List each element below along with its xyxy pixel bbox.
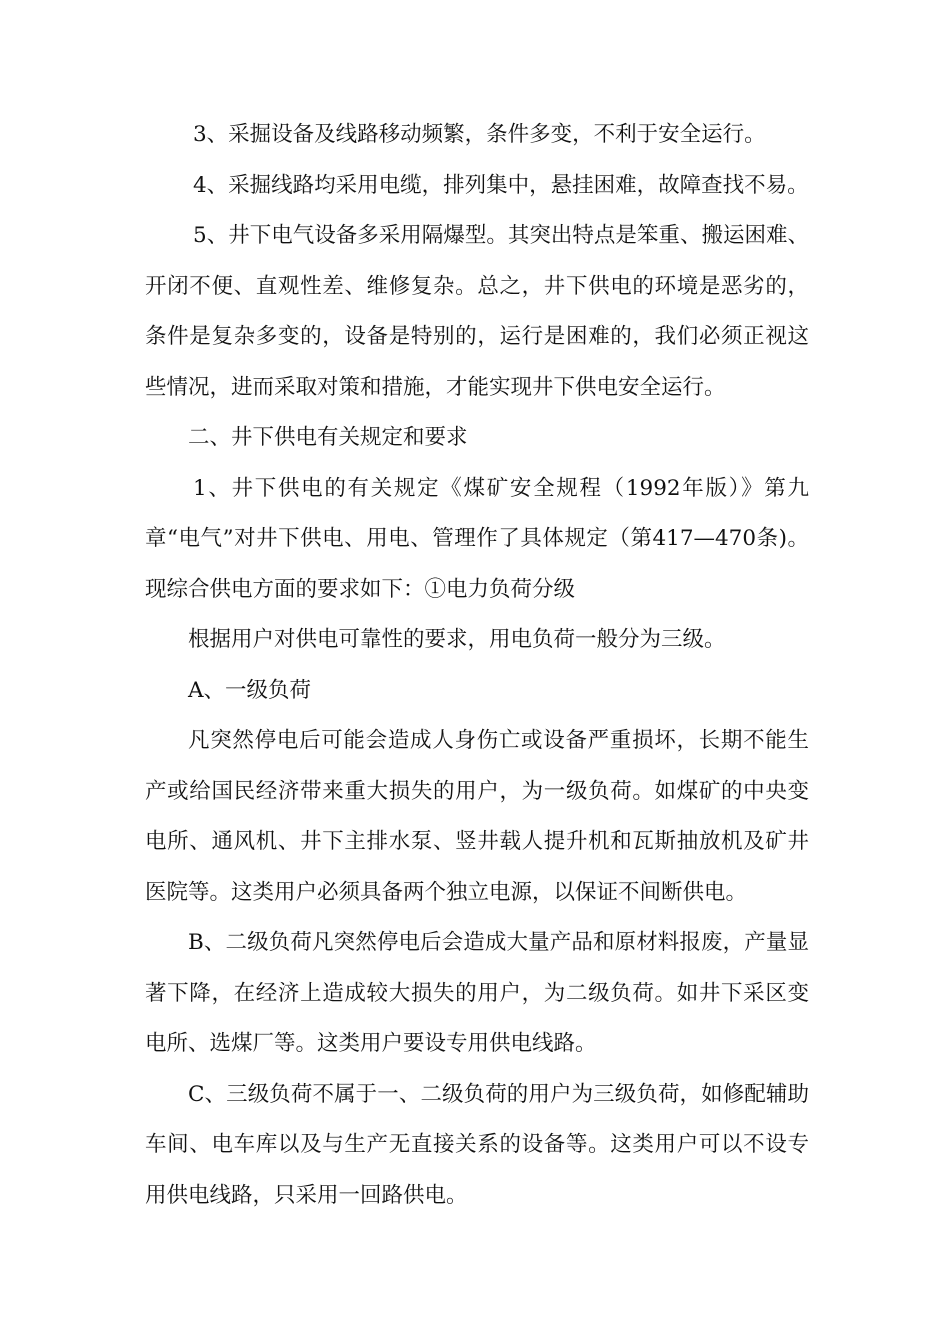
paragraph-load-classes-intro: 根据用户对供电可靠性的要求，用电负荷一般分为三级。 <box>188 627 726 652</box>
paragraph-class-b: B、二级负荷凡突然停电后会造成大量产品和原材料报废，产量显著下降，在经济上造成较大损失的用户，为二级负荷。如井下采区变电所、选煤厂等。这类用户要设专用供电线路。 <box>145 930 809 1056</box>
paragraph-item-5: 5、井下电气设备多采用隔爆型。其突出特点是笨重、搬运困难、开闭不便、直观性差、维修复杂。总之，井下供电的环境是恶劣的，条件是复杂多变的，设备是特别的，运行是困难的，我们必须正视这些情况，进而采取对策和措施，才能实现井下供电安全运行。 <box>145 223 809 400</box>
paragraph-item-3: 3、采掘设备及线路移动频繁，条件多变，不利于安全运行。 <box>193 122 766 147</box>
section-heading-2: 二、井下供电有关规定和要求 <box>188 425 468 450</box>
document-body <box>145 110 809 1221</box>
paragraph-regulations: 1、井下供电的有关规定《煤矿安全规程（1992年版）》第九章“电气”对井下供电、用电、管理作了具体规定（第417—470条)。现综合供电方面的要求如下：①电力负荷分级 <box>145 475 809 602</box>
paragraph-class-a: 凡突然停电后可能会造成人身伤亡或设备严重损坏，长期不能生产或给国民经济带来重大损失的用户，为一级负荷。如煤矿的中央变电所、通风机、井下主排水泵、竖井载人提升机和瓦斯抽放机及矿井医院等。这类用户必须具备两个独立电源，以保证不间断供电。 <box>145 728 809 905</box>
subheading-class-a: A、一级负荷 <box>188 677 312 703</box>
paragraph-class-c: C、三级负荷不属于一、二级负荷的用户为三级负荷，如修配辅助车间、电车库以及与生产无直接关系的设备等。这类用户可以不设专用供电线路，只采用一回路供电。 <box>145 1081 809 1208</box>
paragraph-item-4: 4、采掘线路均采用电缆，排列集中，悬挂困难，故障查找不易。 <box>193 172 809 198</box>
